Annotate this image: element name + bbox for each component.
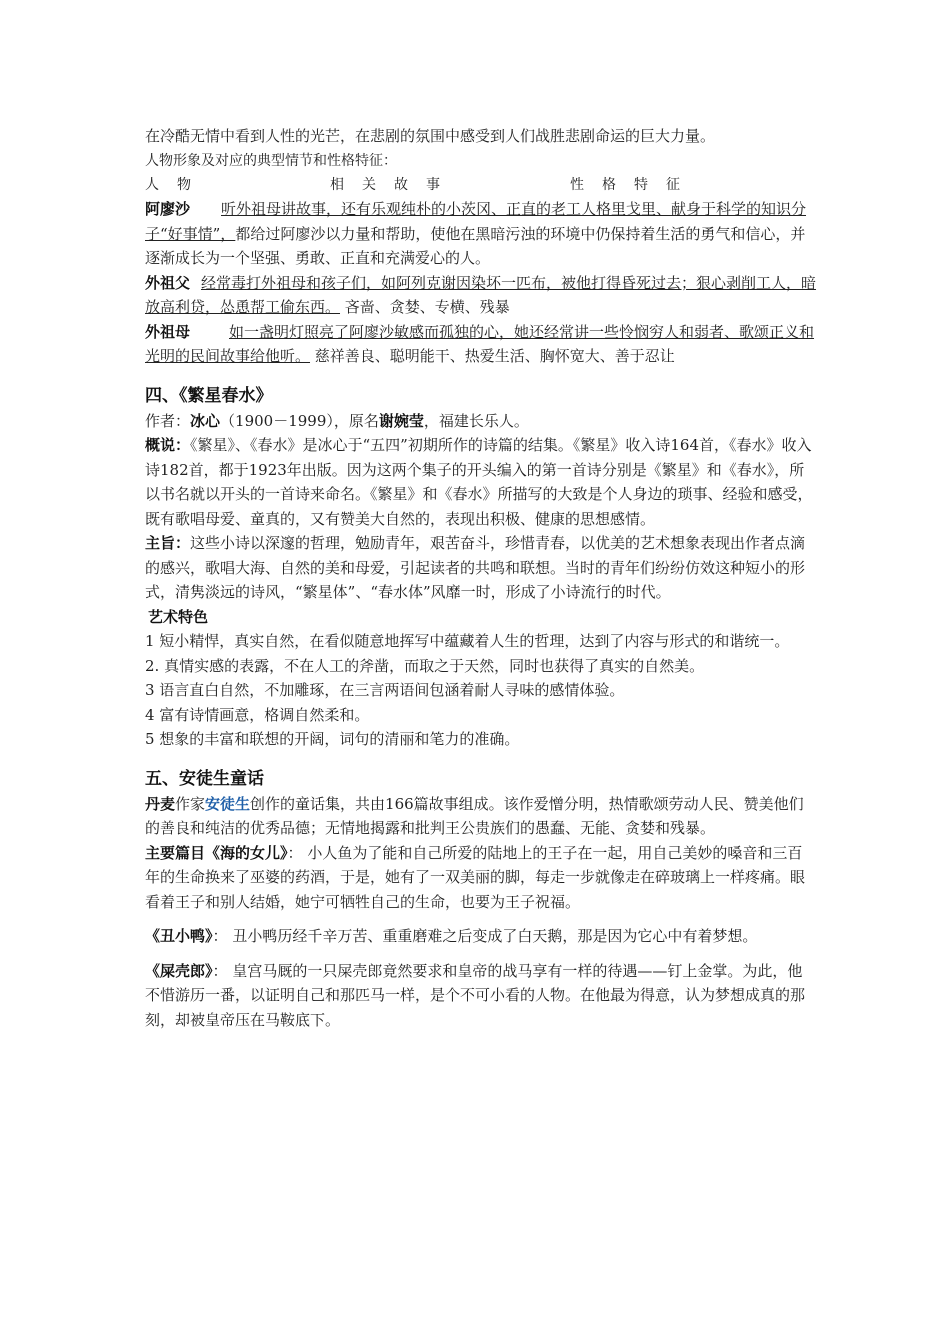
header-trait: 性格特征 [570,177,698,193]
character-story: 经常毒打外祖母和孩子们，如阿列克谢因染坏一匹布，被他打得昏死过去；狠心剥削工人，暗放高利贷，怂恿帮工偷东西。 [145,273,817,316]
character-trait: 慈祥善良、聪明能干、热爱生活、胸怀宽大、善于忍让 [314,347,675,365]
author-label: 作者： [145,411,191,430]
writer-label: 作家 [175,794,206,813]
story-text: 丑小鸭历经千辛万苦、重重磨难之后变成了白天鹅，那是因为它心中有着梦想。 [232,927,758,945]
summary-paragraph [145,433,817,531]
feature-item: 3 语言直白自然，不加雕琢，在三言两语间包涵着耐人寻味的感情体验。 [145,681,625,699]
author-real-name: 谢婉莹 [378,411,424,430]
section5-heading: 五、安徒生童话 [145,768,264,789]
story-ugly-duckling [145,924,817,949]
character-grandfather [145,271,817,320]
story-text: 皇宫马厩的一只屎壳郎竟然要求和皇帝的战马享有一样的待遇——钉上金掌。为此，他不惜游历一番，以证明自己和那匹马一样，是个不可小看的人物。在他最为得意，认为梦想成真的那刻，却被皇帝压在马鞍底下。 [145,961,806,1029]
feature-item: 2. 真情实感的表露，不在人工的斧凿，而取之于天然，同时也获得了真实的自然美。 [145,656,705,675]
character-story: 听外祖母讲故事，还有乐观纯朴的小茨冈、正直的老工人格里戈里、献身于科学的知识分子“好事情”， [145,200,807,243]
art-features-label: 艺术特色 [148,607,209,626]
story-dung-beetle [145,959,817,1033]
story-separator: ： [287,843,303,862]
author-tail: ，福建长乐人。 [423,411,529,430]
feature-item: 4 富有诗情画意，格调自然柔和。 [145,705,370,724]
character-grandmother [145,320,817,369]
character-story: 如一盏明灯照亮了阿廖沙敏感而孤独的心，她还经常讲一些怜悯穷人和弱者、歌颂正义和光明的民间故事给他听。 [145,322,815,365]
story-title: 《屎壳郎》 [145,961,213,980]
character-alyosha [145,197,817,271]
author-mid: （1900－1999），原名 [220,411,379,430]
intro-text: 在冷酷无情中看到人性的光芒，在悲剧的氛围中感受到人们战胜悲剧命运的巨大力量。 [145,127,716,145]
main-works-label: 主要篇目《海的女儿》 [145,843,288,862]
character-name: 外祖父 [145,273,191,292]
section4-heading: 四、《繁星春水》 [145,385,273,406]
feature-item: 5 想象的丰富和联想的开阔，词句的清丽和笔力的准确。 [145,730,520,748]
character-name: 外祖母 [145,322,191,341]
story-title: 《丑小鸭》 [145,927,213,945]
character-name: 阿廖沙 [145,200,191,218]
feature-item: 1 短小精悍，真实自然，在看似随意地挥写中蕴藏着人生的哲理，达到了内容与形式的和谐统一。 [145,632,790,650]
summary-label: 概说： [145,436,191,454]
table-title: 人物形象及对应的典型情节和性格特征： [145,152,397,169]
theme-label: 主旨： [145,534,191,552]
character-trait: 吝啬、贪婪、专横、残暴 [344,298,510,316]
story-little-mermaid [145,841,817,915]
writer-name: 安徒生 [205,794,251,813]
document-page [145,124,817,1032]
theme-paragraph [145,531,817,605]
story-separator: ： [212,961,228,980]
character-trait: 都给过阿廖沙以力量和帮助，使他在黑暗污浊的环境中仍保持着生活的勇气和信心，并逐渐成长为一个坚强、勇敢、正直和充满爱心的人。 [145,224,806,267]
country-name: 丹麦 [145,794,176,813]
author-line [145,409,817,434]
header-person: 人物 [145,177,209,193]
story-separator: ： [212,927,228,945]
author-name: 冰心 [190,411,221,430]
header-story: 相关故事 [330,177,458,193]
andersen-intro [145,792,817,841]
summary-text: 《繁星》、《春水》是冰心于“五四”初期所作的诗篇的结集。《繁星》收入诗164首，《春水》收入诗182首，都于1923年出版。因为这两个集子的开头编入的第一首诗分别是《繁星》和《春水》，所以书名就以开头的一首诗来命名。《繁星》和《春水》所描写的大致是个人身边的琐事、经验和感受，既有歌唱母爱、童真的，又有赞美大自然的，表现出积极、健康的思想感情。 [145,436,813,528]
theme-text: 这些小诗以深邃的哲理，勉励青年，艰苦奋斗，珍惜青春，以优美的艺术想象表现出作者点滴的感兴，歌唱大海、自然的美和母爱，引起读者的共鸣和联想。当时的青年们纷纷仿效这种短小的形式，清隽淡远的诗风，“繁星体”、“春水体”风靡一时，形成了小诗流行的时代。 [145,534,806,601]
story-text: 小人鱼为了能和自己所爱的陆地上的王子在一起，用自己美妙的嗓音和三百年的生命换来了巫婆的药酒，于是，她有了一双美丽的脚，每走一步就像走在碎玻璃上一样疼痛。眼看着王子和别人结婚，她宁可牺牲自己的生命，也要为王子祝福。 [145,843,806,911]
andersen-intro-text: 创作的童话集，共由166篇故事组成。该作爱憎分明，热情歌颂劳动人民、赞美他们的善良和纯洁的优秀品德；无情地揭露和批判王公贵族们的愚蠢、无能、贪婪和残暴。 [145,794,804,837]
table-header-row [145,173,817,197]
